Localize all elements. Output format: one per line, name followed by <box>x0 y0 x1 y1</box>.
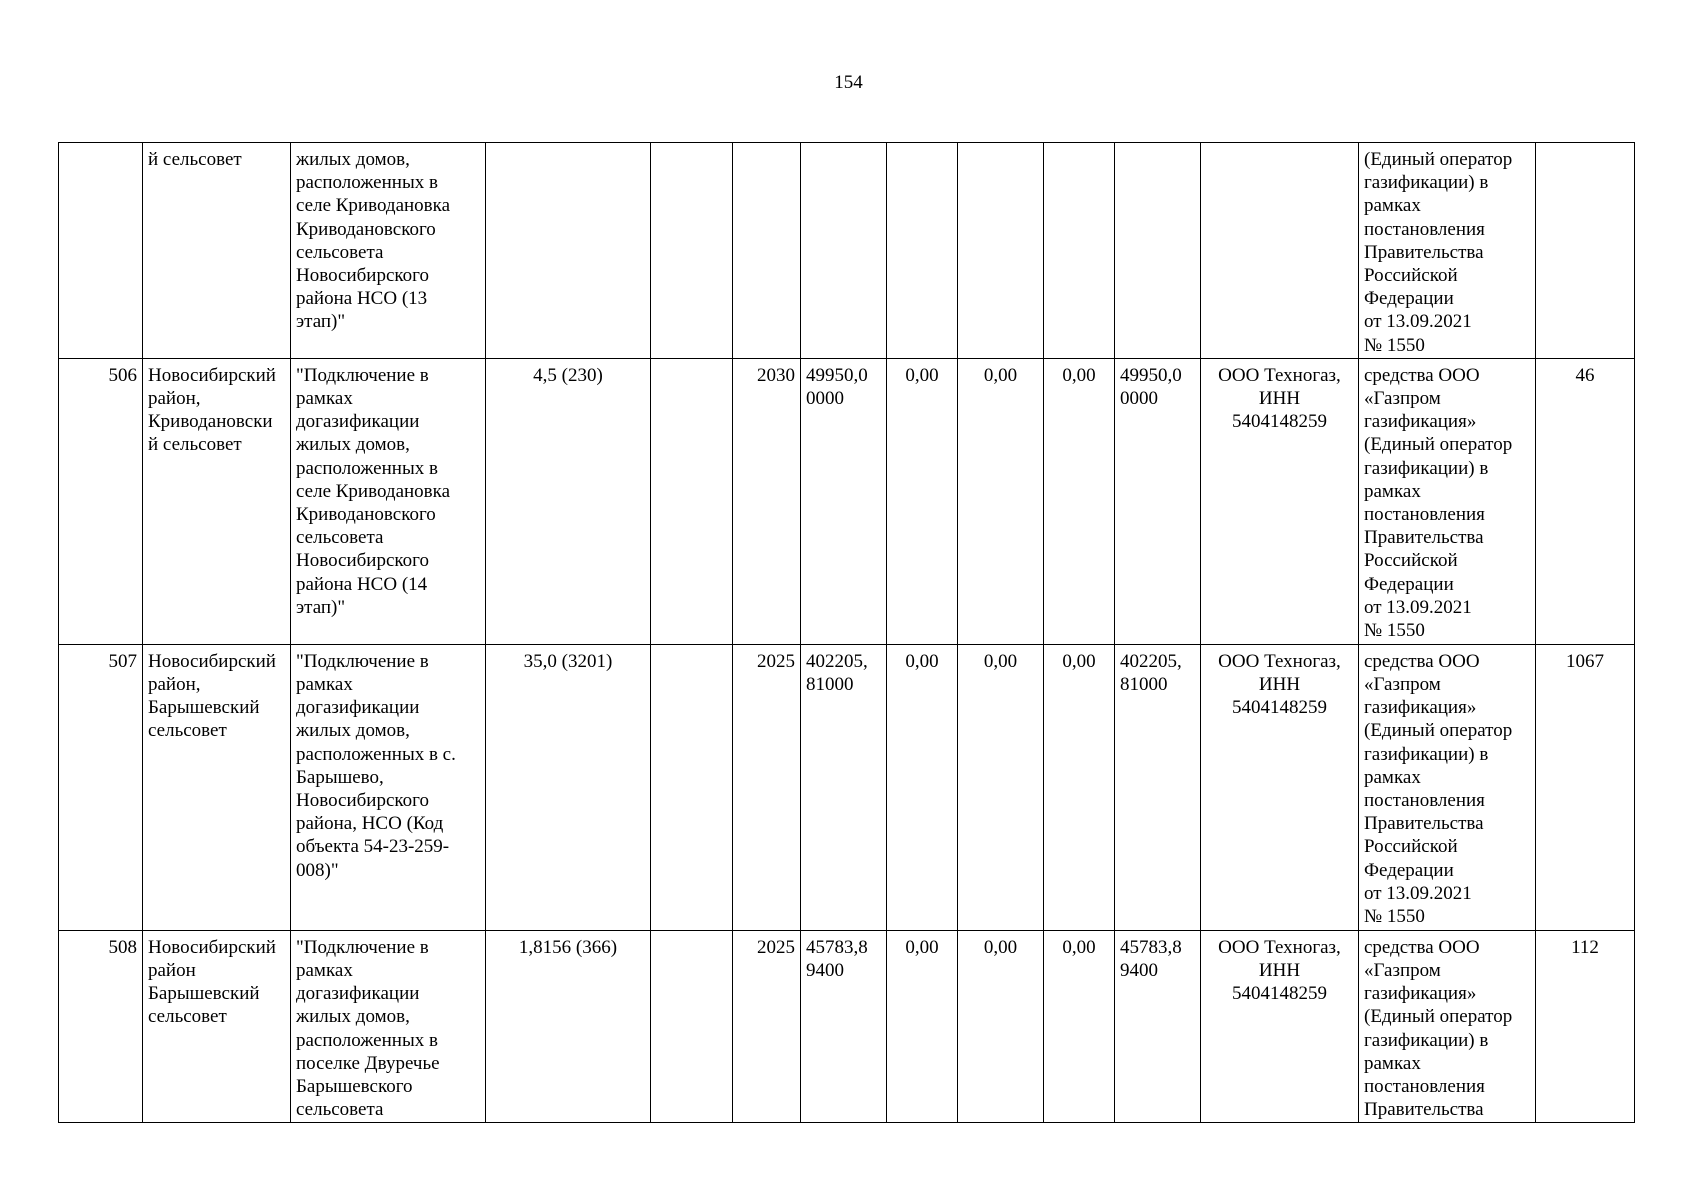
object-name-cell: "Подключение в рамках догазификации жилых домов, расположенных в поселке Двуречье Барышевского сельсовета <box>291 930 486 1123</box>
table-row <box>59 930 1635 1123</box>
executor-cell: ООО Техногаз, ИНН 5404148259 <box>1201 644 1359 930</box>
table-row <box>59 143 1635 359</box>
count-cell: 1067 <box>1536 644 1635 930</box>
executor-cell: ООО Техногаз, ИНН 5404148259 <box>1201 930 1359 1123</box>
local-budget-cell <box>1044 143 1115 359</box>
funding-source-cell: средства ООО «Газпром газификация» (Единый оператор газификации) в рамках постановления Правительства <box>1359 930 1536 1123</box>
empty-cell <box>651 644 733 930</box>
regional-budget-cell: 0,00 <box>958 644 1044 930</box>
other-sources-cell: 49950,0 0000 <box>1115 358 1201 644</box>
local-budget-cell: 0,00 <box>1044 930 1115 1123</box>
page-number: 154 <box>834 72 863 93</box>
regional-budget-cell <box>958 143 1044 359</box>
capacity-cell <box>486 143 651 359</box>
local-budget-cell: 0,00 <box>1044 358 1115 644</box>
capacity-cell: 4,5 (230) <box>486 358 651 644</box>
capacity-cell: 35,0 (3201) <box>486 644 651 930</box>
executor-cell <box>1201 143 1359 359</box>
territory-cell: Новосибирский район, Криводановски й сельсовет <box>143 358 291 644</box>
total-cost-cell: 45783,8 9400 <box>801 930 887 1123</box>
row-number: 507 <box>59 644 143 930</box>
federal-budget-cell: 0,00 <box>887 930 958 1123</box>
capacity-cell: 1,8156 (366) <box>486 930 651 1123</box>
year-cell: 2030 <box>733 358 801 644</box>
regional-budget-cell: 0,00 <box>958 930 1044 1123</box>
row-number: 508 <box>59 930 143 1123</box>
table-row <box>59 358 1635 644</box>
total-cost-cell: 49950,0 0000 <box>801 358 887 644</box>
empty-cell <box>651 358 733 644</box>
year-cell: 2025 <box>733 930 801 1123</box>
territory-cell: Новосибирский район, Барышевский сельсовет <box>143 644 291 930</box>
federal-budget-cell: 0,00 <box>887 644 958 930</box>
row-number <box>59 143 143 359</box>
funding-source-cell: средства ООО «Газпром газификация» (Единый оператор газификации) в рамках постановления Правительства Российской Федерации от 13.09.2021 № 1550 <box>1359 358 1536 644</box>
local-budget-cell: 0,00 <box>1044 644 1115 930</box>
empty-cell <box>651 930 733 1123</box>
funding-source-cell: средства ООО «Газпром газификация» (Единый оператор газификации) в рамках постановления Правительства Российской Федерации от 13.09.2021 № 1550 <box>1359 644 1536 930</box>
territory-cell: й сельсовет <box>143 143 291 359</box>
table-row <box>59 644 1635 930</box>
year-cell: 2025 <box>733 644 801 930</box>
total-cost-cell: 402205, 81000 <box>801 644 887 930</box>
territory-cell: Новосибирский район Барышевский сельсовет <box>143 930 291 1123</box>
other-sources-cell <box>1115 143 1201 359</box>
gasification-table <box>58 142 1635 1123</box>
count-cell <box>1536 143 1635 359</box>
total-cost-cell <box>801 143 887 359</box>
empty-cell <box>651 143 733 359</box>
regional-budget-cell: 0,00 <box>958 358 1044 644</box>
federal-budget-cell: 0,00 <box>887 358 958 644</box>
count-cell: 46 <box>1536 358 1635 644</box>
other-sources-cell: 402205, 81000 <box>1115 644 1201 930</box>
federal-budget-cell <box>887 143 958 359</box>
year-cell <box>733 143 801 359</box>
object-name-cell: "Подключение в рамках догазификации жилых домов, расположенных в селе Криводановка Криводановского сельсовета Новосибирского района НСО (14 этап)" <box>291 358 486 644</box>
row-number: 506 <box>59 358 143 644</box>
object-name-cell: жилых домов, расположенных в селе Криводановка Криводановского сельсовета Новосибирского района НСО (13 этап)" <box>291 143 486 359</box>
other-sources-cell: 45783,8 9400 <box>1115 930 1201 1123</box>
object-name-cell: "Подключение в рамках догазификации жилых домов, расположенных в с. Барышево, Новосибирского района, НСО (Код объекта 54-23-259- 008)" <box>291 644 486 930</box>
funding-source-cell: (Единый оператор газификации) в рамках постановления Правительства Российской Федерации от 13.09.2021 № 1550 <box>1359 143 1536 359</box>
executor-cell: ООО Техногаз, ИНН 5404148259 <box>1201 358 1359 644</box>
count-cell: 112 <box>1536 930 1635 1123</box>
